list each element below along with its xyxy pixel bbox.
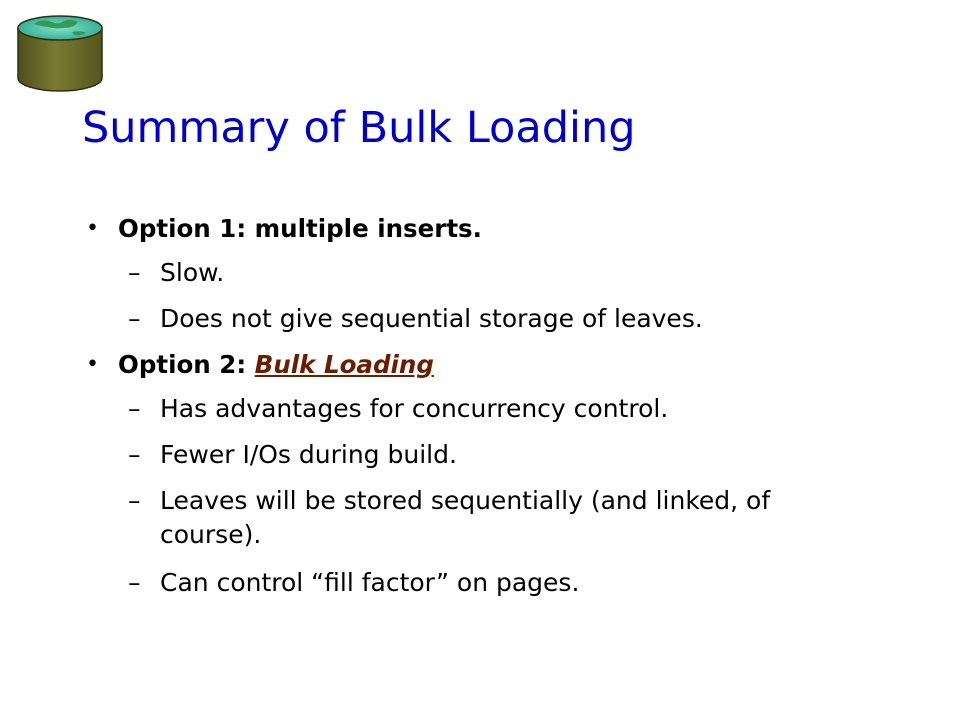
- subitem-text: Slow.: [160, 258, 225, 287]
- slide-title: Summary of Bulk Loading: [82, 103, 636, 153]
- dash-marker: –: [128, 568, 141, 597]
- subitem-fewer-ios: [0, 440, 960, 470]
- subitem-text: Leaves will be stored sequentially (and linked, of: [160, 486, 771, 515]
- slide-content: [0, 214, 960, 598]
- dash-marker: –: [128, 486, 141, 515]
- database-cylinder-icon: [12, 12, 108, 96]
- bullet-option-2: [0, 350, 960, 380]
- subitem-fill-factor: [0, 568, 960, 598]
- subitem-text: Does not give sequential storage of leaves.: [160, 304, 703, 333]
- subitem-continuation: course).: [160, 520, 262, 549]
- subitem-leaves-sequential: [0, 486, 960, 516]
- bullet-marker: •: [86, 216, 99, 241]
- dash-marker: –: [128, 258, 141, 287]
- bullet-text: Option 2:: [118, 350, 255, 379]
- subitem-concurrency: [0, 394, 960, 424]
- subitem-text: Has advantages for concurrency control.: [160, 394, 669, 423]
- bullet-marker: •: [86, 352, 99, 377]
- subitem-text: Fewer I/Os during build.: [160, 440, 457, 469]
- dash-marker: –: [128, 304, 141, 333]
- subitem-no-sequential-storage: [0, 304, 960, 334]
- bulk-loading-emphasis: Bulk Loading: [254, 350, 434, 379]
- dash-marker: –: [128, 394, 141, 423]
- subitem-text: Can control “fill factor” on pages.: [160, 568, 580, 597]
- bullet-text: Option 1: multiple inserts.: [118, 214, 482, 243]
- subitem-slow: [0, 258, 960, 288]
- dash-marker: –: [128, 440, 141, 469]
- bullet-option-1: [0, 214, 960, 244]
